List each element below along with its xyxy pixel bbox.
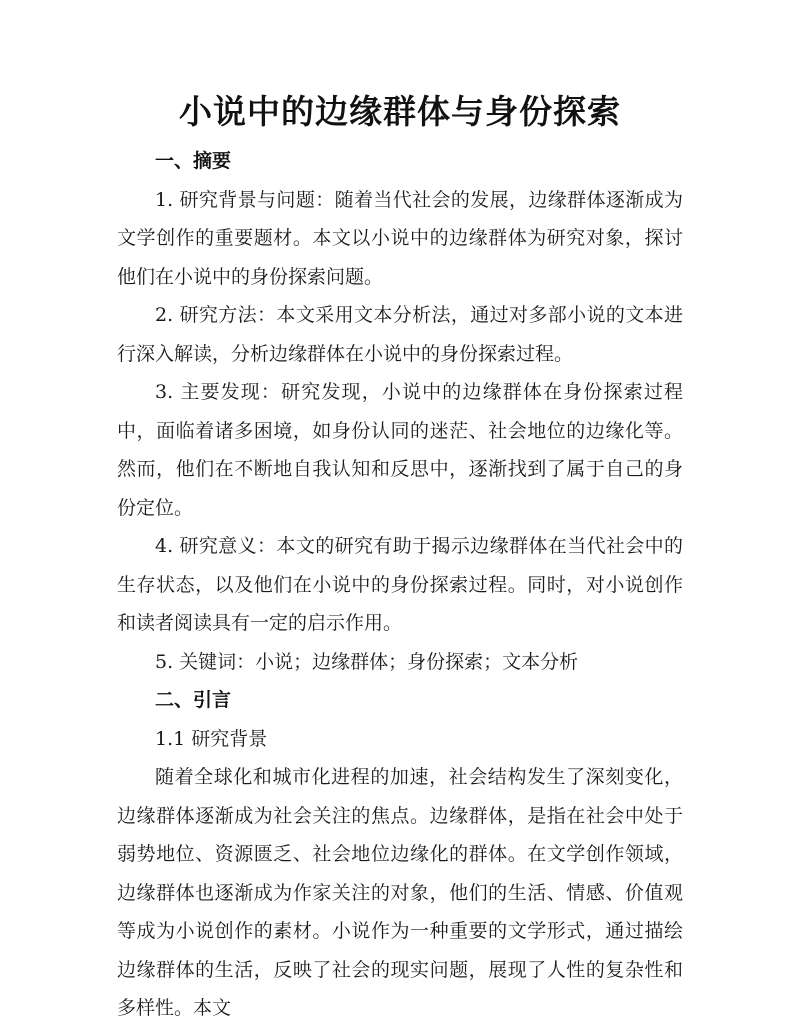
document-title: 小说中的边缘群体与身份探索 xyxy=(179,92,621,131)
abstract-paragraph-significance: 4. 研究意义：本文的研究有助于揭示边缘群体在当代社会中的生存状态，以及他们在小说中的身份探索过程。同时，对小说创作和读者阅读具有一定的启示作用。 xyxy=(117,535,683,634)
section-heading-abstract: 一、摘要 xyxy=(155,150,232,172)
abstract-paragraph-findings: 3. 主要发现：研究发现，小说中的边缘群体在身份探索过程中，面临着诸多困境，如身份认同的迷茫、社会地位的边缘化等。然而，他们在不断地自我认知和反思中，逐渐找到了属于自己的身份定位。 xyxy=(117,381,683,519)
abstract-paragraph-keywords: 5. 关键词：小说；边缘群体；身份探索；文本分析 xyxy=(155,650,579,673)
abstract-paragraph-background: 1. 研究背景与问题：随着当代社会的发展，边缘群体逐渐成为文学创作的重要题材。本文以小说中的边缘群体为研究对象，探讨他们在小说中的身份探索问题。 xyxy=(117,188,683,288)
document-body xyxy=(117,142,683,1028)
section-heading-introduction: 二、引言 xyxy=(155,689,232,711)
introduction-paragraph: 随着全球化和城市化进程的加速，社会结构发生了深刻变化，边缘群体逐渐成为社会关注的焦点。边缘群体，是指在社会中处于弱势地位、资源匮乏、社会地位边缘化的群体。在文学创作领域，边缘群体也逐渐成为作家关注的对象，他们的生活、情感、价值观等成为小说创作的素材。小说作为一种重要的文学形式，通过描绘边缘群体的生活，反映了社会的现实问题，展现了人性的复杂性和多样性。本文 xyxy=(117,766,683,1019)
subsection-heading-background: 1.1 研究背景 xyxy=(155,727,268,750)
abstract-paragraph-method: 2. 研究方法：本文采用文本分析法，通过对多部小说的文本进行深入解读，分析边缘群体在小说中的身份探索过程。 xyxy=(117,304,683,365)
